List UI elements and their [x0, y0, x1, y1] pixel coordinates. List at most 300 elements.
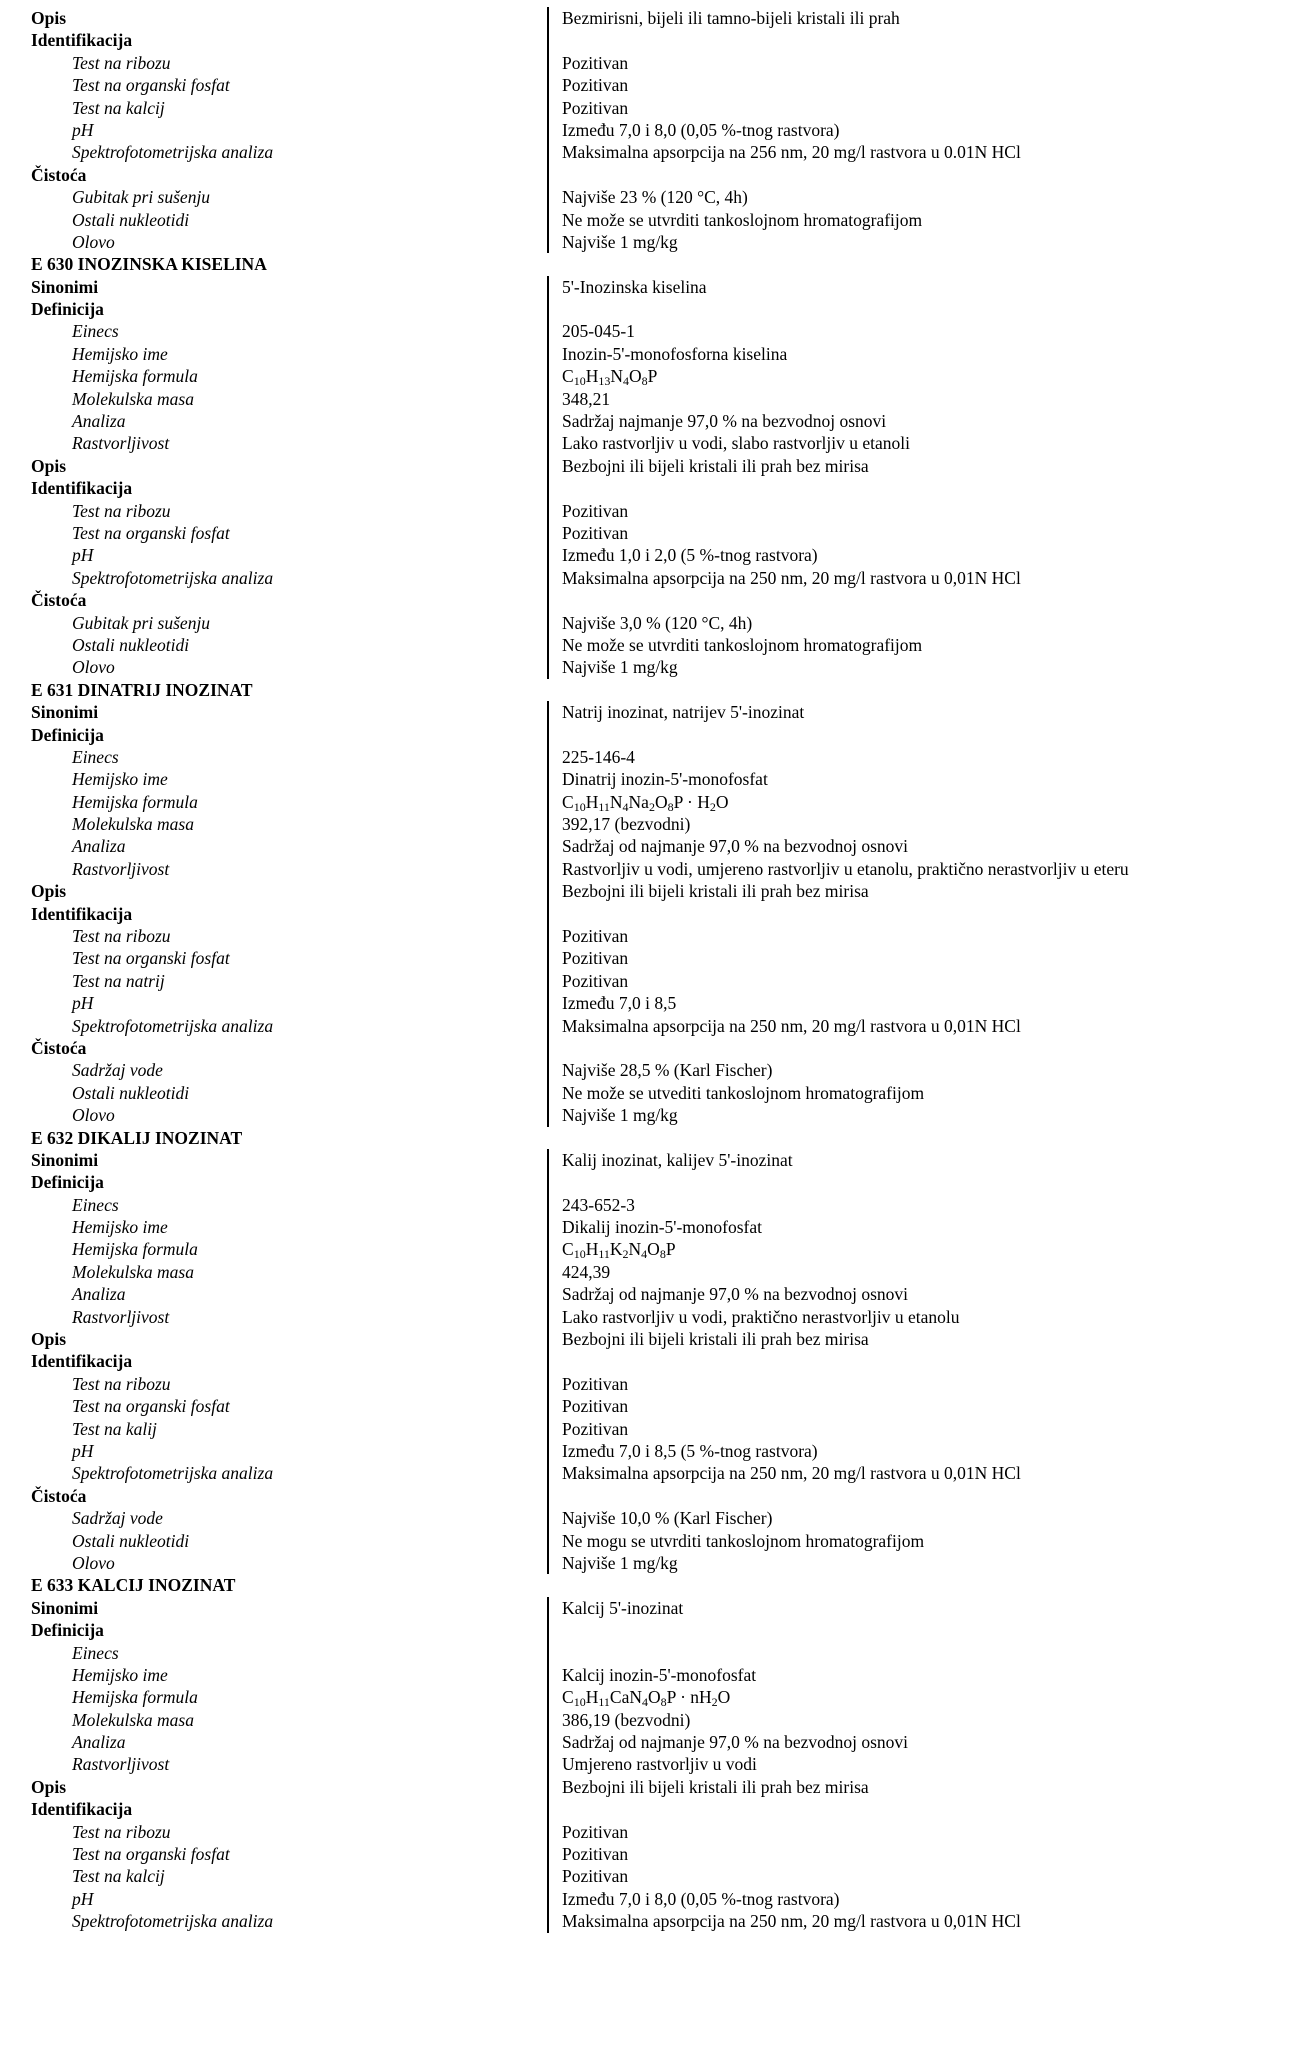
column-divider [547, 612, 549, 634]
spec-row [31, 1059, 1281, 1081]
formula-text: P [665, 1239, 676, 1260]
property-label: Test na kalcij [72, 97, 165, 118]
column-divider [547, 589, 549, 611]
column-divider [547, 1015, 549, 1037]
spec-row [31, 1821, 1281, 1843]
spec-row [31, 1350, 1281, 1372]
column-divider [547, 141, 549, 163]
property-label: Ostali nukleotidi [72, 634, 190, 655]
spec-row [31, 791, 1281, 813]
group-label: Sinonimi [31, 1149, 99, 1170]
column-divider [547, 1350, 549, 1372]
section-heading-row [31, 1574, 1281, 1596]
column-divider [547, 119, 549, 141]
column-divider [547, 1194, 549, 1216]
section-heading: E 632 DIKALIJ INOZINAT [31, 1127, 243, 1148]
column-divider [547, 410, 549, 432]
property-label: Ostali nukleotidi [72, 1530, 190, 1551]
formula-text: C [562, 1239, 574, 1260]
property-value: Sadržaj od najmanje 97,0 % na bezvodnoj osnovi [562, 1284, 909, 1305]
property-label: Rastvorljivost [72, 1754, 170, 1775]
spec-row [31, 186, 1281, 208]
spec-row [31, 612, 1281, 634]
formula-text: N [610, 366, 623, 387]
property-value: Lako rastvorljiv u vodi, praktično nerastvorljiv u etanolu [562, 1306, 960, 1327]
property-value: Ne može se utvediti tankoslojnom hromatografijom [562, 1082, 925, 1103]
formula-text: K [609, 1239, 623, 1260]
spec-row [31, 1910, 1281, 1932]
property-label: Gubitak pri sušenju [72, 612, 211, 633]
column-divider [547, 1821, 549, 1843]
property-label: Spektrofotometrijska analiza [72, 1015, 274, 1036]
column-divider [547, 1306, 549, 1328]
column-divider [547, 164, 549, 186]
property-value: Kalij inozinat, kalijev 5'-inozinat [562, 1149, 793, 1170]
spec-row [31, 1462, 1281, 1484]
spec-row [31, 1664, 1281, 1686]
property-label: Olovo [72, 1552, 115, 1573]
spec-row [31, 1082, 1281, 1104]
property-label: Test na ribozu [72, 500, 171, 521]
spec-row [31, 1731, 1281, 1753]
property-value: Najviše 1 mg/kg [562, 657, 678, 678]
section-heading-row [31, 1127, 1281, 1149]
column-divider [547, 1753, 549, 1775]
formula-subscript: 13 [598, 374, 611, 389]
group-label: Čistoća [31, 164, 87, 185]
property-value: Maksimalna apsorpcija na 250 nm, 20 mg/l rastvora u 0,01N HCl [562, 1015, 1021, 1036]
group-label: Definicija [31, 1620, 104, 1641]
column-divider [547, 29, 549, 51]
chemical-formula [562, 791, 729, 813]
property-value: Lako rastvorljiv u vodi, slabo rastvorljiv u etanoli [562, 433, 910, 454]
formula-subscript: 4 [622, 374, 629, 389]
property-label: Rastvorljivost [72, 858, 170, 879]
formula-text: P · H [673, 791, 710, 812]
spec-row [31, 477, 1281, 499]
column-divider [547, 1910, 549, 1932]
column-divider [547, 858, 549, 880]
spec-row [31, 365, 1281, 387]
property-value: Pozitivan [562, 1418, 629, 1439]
property-label: Molekulska masa [72, 388, 194, 409]
property-label: Test na kalcij [72, 1866, 165, 1887]
spec-row [31, 1865, 1281, 1887]
column-divider [547, 522, 549, 544]
property-value: Kalcij inozin-5'-monofosfat [562, 1664, 757, 1685]
column-divider [547, 1440, 549, 1462]
formula-text: C [562, 1687, 574, 1708]
spec-row [31, 1373, 1281, 1395]
spec-row [31, 119, 1281, 141]
property-label: Test na kalij [72, 1418, 157, 1439]
group-label: Opis [31, 1329, 67, 1350]
property-label: Test na organski fosfat [72, 1396, 230, 1417]
column-divider [547, 1082, 549, 1104]
property-label: Sadržaj vode [72, 1508, 163, 1529]
formula-subscript: 2 [709, 799, 716, 814]
spec-row [31, 1171, 1281, 1193]
property-value: Bezbojni ili bijeli kristali ili prah bez mirisa [562, 1776, 869, 1797]
property-value: Maksimalna apsorpcija na 250 nm, 20 mg/l rastvora u 0,01N HCl [562, 567, 1021, 588]
formula-text: C [562, 366, 574, 387]
group-label: Definicija [31, 724, 104, 745]
property-label: Analiza [72, 1284, 126, 1305]
formula-subscript: 2 [622, 1247, 629, 1262]
property-value: 5'-Inozinska kiselina [562, 276, 707, 297]
column-divider [547, 298, 549, 320]
property-label: Rastvorljivost [72, 433, 170, 454]
property-value: Maksimalna apsorpcija na 256 nm, 20 mg/l rastvora u 0.01N HCl [562, 142, 1021, 163]
property-value: Pozitivan [562, 926, 629, 947]
property-value: Bezbojni ili bijeli kristali ili prah bez mirisa [562, 455, 869, 476]
group-label: Čistoća [31, 1037, 87, 1058]
property-value: Bezmirisni, bijeli ili tamno-bijeli kristali ili prah [562, 8, 900, 28]
column-divider [547, 1418, 549, 1440]
formula-text: C [562, 791, 574, 812]
property-value: Maksimalna apsorpcija na 250 nm, 20 mg/l rastvora u 0,01N HCl [562, 1911, 1021, 1932]
column-divider [547, 835, 549, 857]
spec-row [31, 1507, 1281, 1529]
property-value: Natrij inozinat, natrijev 5'-inozinat [562, 702, 805, 723]
property-label: Hemijska formula [72, 791, 198, 812]
property-label: Spektrofotometrijska analiza [72, 142, 274, 163]
formula-text: H [585, 791, 599, 812]
property-value: 225-146-4 [562, 746, 635, 767]
column-divider [547, 970, 549, 992]
column-divider [547, 52, 549, 74]
spec-row [31, 1306, 1281, 1328]
spec-row [31, 589, 1281, 611]
spec-row [31, 320, 1281, 342]
property-label: Test na natrij [72, 970, 165, 991]
spec-row [31, 1328, 1281, 1350]
property-label: Hemijsko ime [72, 343, 168, 364]
property-label: Test na ribozu [72, 52, 171, 73]
column-divider [547, 500, 549, 522]
formula-subscript: 2 [711, 1695, 718, 1710]
spec-row [31, 410, 1281, 432]
column-divider [547, 746, 549, 768]
column-divider [547, 1731, 549, 1753]
column-divider [547, 209, 549, 231]
formula-subscript: 11 [598, 1695, 610, 1710]
column-divider [547, 1283, 549, 1305]
spec-row [31, 29, 1281, 51]
property-value: 243-652-3 [562, 1194, 635, 1215]
spec-row [31, 1843, 1281, 1865]
property-value: Umjereno rastvorljiv u vodi [562, 1754, 757, 1775]
group-label: Opis [31, 8, 67, 28]
formula-subscript: 10 [573, 1695, 586, 1710]
column-divider [547, 1530, 549, 1552]
group-label: Sinonimi [31, 276, 99, 297]
property-label: Analiza [72, 1732, 126, 1753]
property-value: Pozitivan [562, 1396, 629, 1417]
group-label: Čistoća [31, 590, 87, 611]
formula-subscript: 8 [641, 374, 648, 389]
spec-row [31, 970, 1281, 992]
group-label: Identifikacija [31, 478, 133, 499]
property-value: Pozitivan [562, 522, 629, 543]
spec-row [31, 522, 1281, 544]
column-divider [547, 1776, 549, 1798]
column-divider [547, 1261, 549, 1283]
formula-text: CaN [609, 1687, 642, 1708]
property-value: Najviše 10,0 % (Karl Fischer) [562, 1508, 773, 1529]
property-label: Einecs [72, 746, 119, 767]
column-divider [547, 432, 549, 454]
spec-row [31, 1440, 1281, 1462]
group-label: Sinonimi [31, 1597, 99, 1618]
formula-subscript: 10 [573, 374, 586, 389]
property-value: Između 7,0 i 8,0 (0,05 %-tnog rastvora) [562, 119, 840, 140]
formula-text: O [628, 366, 642, 387]
property-label: Einecs [72, 1194, 119, 1215]
column-divider [547, 1597, 549, 1619]
section-heading-row [31, 679, 1281, 701]
group-label: Identifikacija [31, 903, 133, 924]
property-value: Kalcij 5'-inozinat [562, 1597, 684, 1618]
property-label: Test na organski fosfat [72, 522, 230, 543]
property-value: Pozitivan [562, 970, 629, 991]
group-label: Identifikacija [31, 1351, 133, 1372]
spec-row [31, 231, 1281, 253]
property-value: Maksimalna apsorpcija na 250 nm, 20 mg/l rastvora u 0,01N HCl [562, 1463, 1021, 1484]
spec-row [31, 835, 1281, 857]
property-value: Između 1,0 i 2,0 (5 %-tnog rastvora) [562, 545, 818, 566]
formula-text: P · nH [666, 1687, 712, 1708]
formula-text: N [609, 791, 623, 812]
property-value: Pozitivan [562, 75, 629, 96]
spec-row [31, 141, 1281, 163]
spec-row [31, 724, 1281, 746]
formula-text: O [715, 791, 729, 812]
property-value: Inozin-5'-monofosforna kiselina [562, 343, 788, 364]
section-heading: E 631 DINATRIJ INOZINAT [31, 679, 253, 700]
column-divider [547, 276, 549, 298]
property-value: Pozitivan [562, 1866, 629, 1887]
group-label: Identifikacija [31, 30, 133, 51]
spec-row [31, 947, 1281, 969]
property-label: Ostali nukleotidi [72, 209, 190, 230]
property-value: Dikalij inozin-5'-monofosfat [562, 1217, 762, 1238]
spec-row [31, 97, 1281, 119]
spec-row [31, 209, 1281, 231]
spec-row [31, 925, 1281, 947]
column-divider [547, 567, 549, 589]
spec-row [31, 7, 1281, 29]
column-divider [547, 320, 549, 342]
spec-row [31, 1238, 1281, 1260]
spec-row [31, 1798, 1281, 1820]
property-value: Najviše 1 mg/kg [562, 231, 678, 252]
column-divider [547, 1059, 549, 1081]
formula-text: H [585, 1687, 599, 1708]
column-divider [547, 1843, 549, 1865]
property-label: Spektrofotometrijska analiza [72, 1911, 274, 1932]
spec-row [31, 1283, 1281, 1305]
spec-row [31, 1015, 1281, 1037]
spec-row [31, 544, 1281, 566]
spec-row [31, 455, 1281, 477]
property-label: Molekulska masa [72, 1261, 194, 1282]
spec-row [31, 992, 1281, 1014]
column-divider [547, 1552, 549, 1574]
column-divider [547, 1642, 549, 1664]
property-value: Najviše 1 mg/kg [562, 1105, 678, 1126]
spec-row [31, 903, 1281, 925]
column-divider [547, 947, 549, 969]
property-value: Između 7,0 i 8,5 (5 %-tnog rastvora) [562, 1441, 818, 1461]
spec-row [31, 1619, 1281, 1641]
spec-row [31, 343, 1281, 365]
property-label: pH [72, 1888, 94, 1909]
spec-row [31, 701, 1281, 723]
group-label: Definicija [31, 299, 104, 320]
group-label: Opis [31, 1776, 67, 1797]
section-heading: E 633 KALCIJ INOZINAT [31, 1575, 236, 1596]
column-divider [547, 1171, 549, 1193]
property-label: Test na ribozu [72, 1821, 171, 1842]
spec-row [31, 1709, 1281, 1731]
spec-row [31, 1530, 1281, 1552]
group-label: Opis [31, 455, 67, 476]
property-label: Einecs [72, 321, 119, 342]
formula-subscript: 2 [648, 799, 655, 814]
formula-text: O [647, 1239, 660, 1260]
spec-row [31, 1104, 1281, 1126]
property-value: Ne mogu se utvrditi tankoslojnom hromatografijom [562, 1530, 925, 1551]
property-label: Olovo [72, 231, 115, 252]
property-label: pH [72, 119, 94, 140]
column-divider [547, 1328, 549, 1350]
column-divider [547, 1238, 549, 1260]
property-label: Spektrofotometrijska analiza [72, 567, 274, 588]
spec-row [31, 1597, 1281, 1619]
property-label: Sadržaj vode [72, 1060, 163, 1081]
property-value: 386,19 (bezvodni) [562, 1709, 691, 1730]
spec-row [31, 1888, 1281, 1910]
formula-subscript: 4 [641, 1247, 648, 1262]
section-heading-row [31, 253, 1281, 275]
property-label: Olovo [72, 1105, 115, 1126]
column-divider [547, 186, 549, 208]
property-label: Ostali nukleotidi [72, 1082, 190, 1103]
column-divider [547, 656, 549, 678]
property-label: Molekulska masa [72, 814, 194, 835]
property-label: Einecs [72, 1642, 119, 1663]
formula-text: H [585, 366, 599, 387]
spec-row [31, 1485, 1281, 1507]
column-divider [547, 388, 549, 410]
column-divider [547, 1619, 549, 1641]
property-label: Hemijska formula [72, 1239, 198, 1260]
property-label: pH [72, 993, 94, 1014]
formula-text: H [585, 1239, 599, 1260]
property-label: Olovo [72, 657, 115, 678]
property-value: Pozitivan [562, 1821, 629, 1842]
property-label: Spektrofotometrijska analiza [72, 1463, 274, 1484]
group-label: Sinonimi [31, 702, 99, 723]
property-value: Pozitivan [562, 1373, 629, 1394]
chemical-formula [562, 1686, 730, 1708]
column-divider [547, 1395, 549, 1417]
group-label: Čistoća [31, 1485, 87, 1506]
column-divider [547, 724, 549, 746]
property-value: Pozitivan [562, 97, 629, 118]
property-value: 348,21 [562, 388, 611, 409]
column-divider [547, 992, 549, 1014]
property-label: Hemijsko ime [72, 1217, 168, 1238]
property-value: Sadržaj najmanje 97,0 % na bezvodnoj osnovi [562, 411, 887, 432]
formula-text: O [654, 791, 668, 812]
spec-row [31, 52, 1281, 74]
group-label: Definicija [31, 1172, 104, 1193]
property-label: Test na organski fosfat [72, 75, 230, 96]
spec-row [31, 746, 1281, 768]
column-divider [547, 1709, 549, 1731]
spec-row [31, 880, 1281, 902]
property-label: Test na ribozu [72, 926, 171, 947]
spec-row [31, 1261, 1281, 1283]
property-value: Pozitivan [562, 52, 629, 73]
column-divider [547, 1686, 549, 1708]
spec-row [31, 634, 1281, 656]
spec-row [31, 388, 1281, 410]
spec-row [31, 858, 1281, 880]
spec-row [31, 1753, 1281, 1775]
property-label: Hemijsko ime [72, 1664, 168, 1685]
property-label: Molekulska masa [72, 1709, 194, 1730]
spec-row [31, 276, 1281, 298]
property-label: Test na organski fosfat [72, 948, 230, 969]
column-divider [547, 477, 549, 499]
spec-row [31, 432, 1281, 454]
property-value: 205-045-1 [562, 321, 635, 342]
spec-row [31, 768, 1281, 790]
property-value: Sadržaj od najmanje 97,0 % na bezvodnoj osnovi [562, 1732, 909, 1753]
spec-row [31, 813, 1281, 835]
formula-subscript: 11 [598, 1247, 610, 1262]
property-value: Pozitivan [562, 500, 629, 521]
formula-text: N [628, 1239, 642, 1260]
chemical-formula [562, 365, 657, 387]
property-value: Pozitivan [562, 948, 629, 969]
column-divider [547, 768, 549, 790]
property-value: Ne može se utvrditi tankoslojnom hromatografijom [562, 634, 923, 655]
column-divider [547, 231, 549, 253]
column-divider [547, 1462, 549, 1484]
column-divider [547, 1037, 549, 1059]
formula-subscript: 11 [598, 799, 610, 814]
formula-text: O [647, 1687, 661, 1708]
formula-subscript: 8 [667, 799, 674, 814]
column-divider [547, 1149, 549, 1171]
column-divider [547, 701, 549, 723]
property-value: 392,17 (bezvodni) [562, 814, 691, 835]
spec-row [31, 1194, 1281, 1216]
spec-row [31, 1418, 1281, 1440]
spec-row [31, 1686, 1281, 1708]
spec-row [31, 1642, 1281, 1664]
column-divider [547, 1104, 549, 1126]
spec-row [31, 1149, 1281, 1171]
property-value: 424,39 [562, 1261, 611, 1282]
column-divider [547, 925, 549, 947]
column-divider [547, 1865, 549, 1887]
column-divider [547, 455, 549, 477]
